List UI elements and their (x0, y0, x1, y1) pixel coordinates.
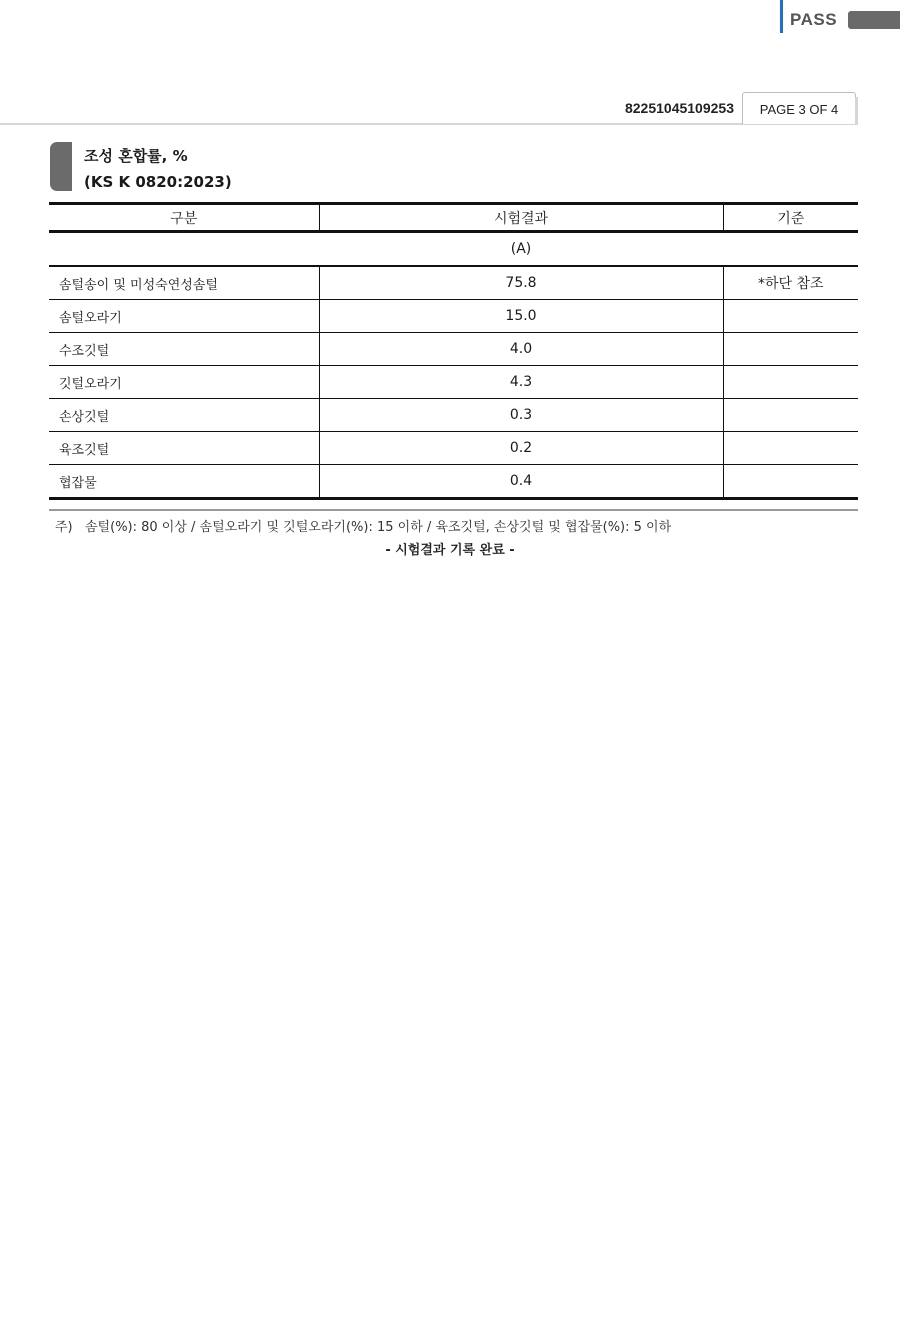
row-label: 손상깃털 (49, 399, 319, 432)
page-tab-shadow (855, 97, 858, 124)
row-value: 4.0 (319, 333, 723, 366)
row-value: 0.3 (319, 399, 723, 432)
section-title-line1: 조성 혼합률, % (84, 147, 188, 165)
column-header-category: 구분 (170, 210, 198, 227)
section-title (84, 143, 232, 195)
row-criterion (723, 465, 858, 499)
row-label: 육조깃털 (49, 432, 319, 465)
column-header-result: 시험결과 (319, 204, 723, 232)
table-bottom-rule (49, 509, 858, 511)
row-label: 깃털오라기 (49, 366, 319, 399)
row-label: 협잡물 (49, 465, 319, 499)
pass-label: PASS (790, 10, 838, 29)
row-criterion (723, 333, 858, 366)
row-criterion (723, 399, 858, 432)
end-of-results-note: - 시험결과 기록 완료 - (385, 543, 515, 558)
table-row (49, 266, 858, 300)
footnote-text: 솜털(%): 80 이상 / 솜털오라기 및 깃털오라기(%): 15 이하 / 육조깃털, 손상깃털 및 협잡물(%): 5 이하 (85, 520, 672, 535)
footnote (55, 516, 671, 535)
row-value: 4.3 (319, 366, 723, 399)
column-header-criterion: 기준 (723, 204, 858, 232)
row-criterion (723, 300, 858, 333)
row-value: 15.0 (319, 300, 723, 333)
sample-row (49, 232, 858, 267)
report-number: 82251045109253 (624, 100, 734, 116)
results-table (49, 202, 858, 500)
table-row (49, 465, 858, 499)
table-row (49, 300, 858, 333)
page-indicator: PAGE 3 OF 4 (759, 102, 839, 117)
row-criterion (723, 432, 858, 465)
row-value: 0.4 (319, 465, 723, 499)
row-criterion (723, 366, 858, 399)
row-value: 0.2 (319, 432, 723, 465)
section-marker (50, 142, 72, 191)
table-header-row (49, 204, 858, 232)
row-label: 솜털오라기 (49, 300, 319, 333)
sample-label: (A) (319, 232, 723, 267)
row-value: 75.8 (319, 266, 723, 300)
table-row (49, 399, 858, 432)
row-label: 수조깃털 (49, 333, 319, 366)
table-row (49, 366, 858, 399)
pass-stamp-divider (780, 0, 783, 33)
section-title-standard: (KS K 0820:2023) (84, 173, 232, 191)
header-rule (0, 123, 858, 125)
pass-bar (848, 11, 900, 29)
row-criterion: *하단 참조 (723, 266, 858, 300)
pass-stamp (780, 0, 900, 34)
row-label: 솜털송이 및 미성숙연성솜털 (49, 266, 319, 300)
table-row (49, 333, 858, 366)
page-tab (742, 92, 856, 124)
table-row (49, 432, 858, 465)
footnote-mark: 주) (55, 520, 73, 535)
